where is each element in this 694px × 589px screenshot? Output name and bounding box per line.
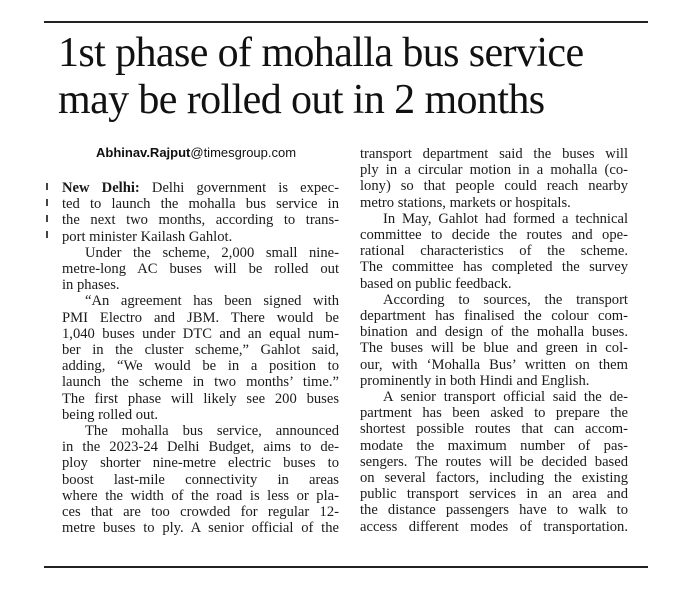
top-rule xyxy=(44,21,648,23)
text-line: lony) so that people could reach nearby xyxy=(360,178,628,195)
text-line: committee to decide the routes and ope- xyxy=(360,227,628,244)
text-line: on several factors, including the existing xyxy=(360,470,628,487)
text-line: port minister Kailash Gahlot. xyxy=(62,228,233,245)
text-line: modate the maximum number of pas- xyxy=(360,437,628,454)
article-column-2 xyxy=(360,146,628,535)
text-line: “An agreement has been signed with xyxy=(85,293,339,310)
text-line: New Delhi: Delhi government is expec- xyxy=(62,180,339,196)
text-line: In May, Gahlot had formed a technical xyxy=(383,210,628,227)
text-line: 1,040 buses under DTC and an equal num- xyxy=(62,325,339,342)
text-line: our, with ‘Mohalla Bus’ written on them xyxy=(360,356,628,373)
headline xyxy=(58,30,648,124)
text-line: the distance passengers have to walk to xyxy=(360,502,628,519)
bottom-rule xyxy=(44,566,648,568)
text-line: metre-long AC buses will be rolled out xyxy=(62,261,339,278)
text-line: department has finalised the colour com- xyxy=(360,308,628,325)
text-line: PMI Electro and JBM. There would be xyxy=(62,309,339,326)
text-line: boost last-mile connectivity in areas xyxy=(62,471,339,488)
margin-marks xyxy=(46,183,49,243)
text-line: Under the scheme, 2,000 small nine- xyxy=(85,244,339,261)
text-line: The buses will be blue and green in col- xyxy=(360,340,628,357)
text-line: ted to launch the mohalla bus service in xyxy=(62,196,339,213)
text-line: ber in the cluster scheme,” Gahlot said, xyxy=(62,342,339,359)
text-line: bination and design of the mohalla buses. xyxy=(360,324,628,341)
article-column-1 xyxy=(62,180,339,536)
text-line: based on public feedback. xyxy=(360,275,512,292)
text-line: in phases. xyxy=(62,277,120,294)
headline-line-1: 1st phase of mohalla bus service xyxy=(58,30,584,76)
text-line: According to sources, the transport xyxy=(383,291,628,308)
text-line: in the 2023-24 Delhi Budget, aims to de- xyxy=(62,439,339,456)
dateline: New Delhi: xyxy=(62,180,140,196)
text-line: rational characteristics of the scheme. xyxy=(360,243,628,260)
headline-line-2: may be rolled out in 2 months xyxy=(58,77,545,123)
text-line: shortest possible routes that can accom- xyxy=(360,421,628,438)
text-line: A senior transport official said the de- xyxy=(383,389,628,406)
text-line: partment has been asked to prepare the xyxy=(360,405,628,422)
text-line: The first phase will likely see 200 buses xyxy=(62,390,339,407)
text-line: sengers. The routes will be decided based xyxy=(360,453,628,470)
text-line: transport department said the buses will xyxy=(360,146,628,162)
text-line: the next two months, according to trans- xyxy=(62,212,339,229)
text-line: where the width of the road is less or pla- xyxy=(62,487,339,504)
text-line: metre buses to ply. A senior official of the xyxy=(62,520,339,537)
text-line: ces that are too crowded for regular 12- xyxy=(62,504,339,521)
byline-domain: @timesgroup.com xyxy=(190,145,297,160)
text-line: prominently in both Hindi and English. xyxy=(360,372,590,389)
text-line: being rolled out. xyxy=(62,406,159,423)
byline-author: Abhinav.Rajput xyxy=(96,145,191,160)
text-line: The mohalla bus service, announced xyxy=(85,423,339,440)
text-line: adding, “We would be in a position to xyxy=(62,358,339,375)
text-line: public transport services in an area and xyxy=(360,486,628,503)
text-line: The committee has completed the survey xyxy=(360,259,628,276)
text-line: launch the scheme in two months’ time.” xyxy=(62,374,339,391)
text-line: access different modes of transportation. xyxy=(360,518,628,535)
text-line: ply in a circular motion in a mohalla (co- xyxy=(360,162,628,179)
text-line: ploy shorter nine-metre electric buses to xyxy=(62,455,339,472)
byline xyxy=(96,145,296,160)
text-line: metro stations, markets or hospitals. xyxy=(360,194,571,211)
